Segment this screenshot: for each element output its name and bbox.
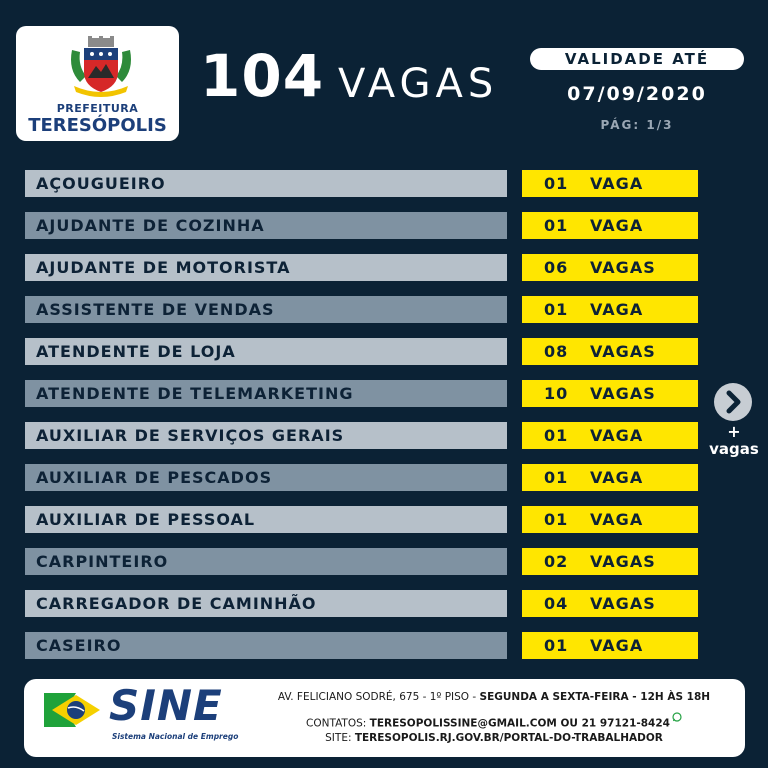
job-quantity (522, 464, 698, 491)
footer-site-link[interactable]: TERESOPOLIS.RJ.GOV.BR/PORTAL-DO-TRABALHADOR (354, 732, 663, 744)
quantity-unit: VAGAS (590, 594, 656, 613)
quantity-number: 01 (544, 300, 569, 319)
job-title: AUXILIAR DE PESCADOS (25, 464, 507, 491)
footer-hours: SEGUNDA A SEXTA-FEIRA - 12H ÀS 18H (479, 691, 711, 703)
validity-label: VALIDADE ATÉ (530, 48, 744, 70)
brazil-flag-icon (42, 687, 104, 733)
sine-logo: SINE (109, 681, 223, 730)
footer-contacts-label: CONTATOS: (306, 717, 370, 730)
job-quantity (522, 422, 698, 449)
job-quantity (522, 380, 698, 407)
quantity-unit: VAGA (590, 174, 644, 193)
quantity-number: 04 (544, 594, 569, 613)
quantity-unit: VAGA (590, 300, 644, 319)
footer-site-line (246, 732, 742, 744)
job-title: CARREGADOR DE CAMINHÃO (25, 590, 507, 617)
footer-address: AV. FELICIANO SODRÉ, 675 - 1º PISO - (277, 691, 480, 703)
job-title: ATENDENTE DE LOJA (25, 338, 507, 365)
quantity-number: 01 (544, 216, 569, 235)
quantity-unit: VAGAS (590, 384, 656, 403)
job-quantity (522, 254, 698, 281)
job-title: AUXILIAR DE SERVIÇOS GERAIS (25, 422, 507, 449)
quantity-unit: VAGA (590, 468, 644, 487)
vacancy-count-word: VAGAS (338, 61, 499, 107)
job-quantity (522, 506, 698, 533)
quantity-number: 06 (544, 258, 569, 277)
quantity-unit: VAGAS (590, 258, 656, 277)
quantity-number: 08 (544, 342, 569, 361)
job-quantity (522, 548, 698, 575)
job-quantity (522, 590, 698, 617)
job-title: AJUDANTE DE MOTORISTA (25, 254, 507, 281)
job-title: AÇOUGUEIRO (25, 170, 507, 197)
footer-contacts-line (246, 712, 742, 730)
footer-card (24, 679, 745, 757)
job-title: ASSISTENTE DE VENDAS (25, 296, 507, 323)
job-quantity (522, 170, 698, 197)
quantity-number: 01 (544, 510, 569, 529)
more-vacancies-label: vagas (709, 440, 759, 458)
validity-date: 07/09/2020 (567, 83, 707, 105)
vacancy-count: 104 (200, 42, 325, 110)
next-page-button[interactable] (714, 383, 752, 421)
quantity-number: 01 (544, 468, 569, 487)
job-title: ATENDENTE DE TELEMARKETING (25, 380, 507, 407)
quantity-unit: VAGA (590, 216, 644, 235)
job-quantity (522, 338, 698, 365)
footer-contacts[interactable]: TERESOPOLISSINE@GMAIL.COM OU 21 97121-8424 (369, 717, 670, 730)
job-title: CASEIRO (25, 632, 507, 659)
quantity-number: 01 (544, 636, 569, 655)
footer-address-line (246, 691, 742, 703)
job-title: AJUDANTE DE COZINHA (25, 212, 507, 239)
city-label: TERESÓPOLIS (28, 115, 167, 136)
chevron-right-icon (714, 383, 752, 421)
quantity-unit: VAGA (590, 510, 644, 529)
coat-of-arms-icon (66, 36, 136, 100)
job-title: AUXILIAR DE PESSOAL (25, 506, 507, 533)
whatsapp-icon (672, 712, 682, 722)
page-number: PÁG: 1/3 (600, 118, 674, 132)
quantity-number: 10 (544, 384, 569, 403)
quantity-number: 01 (544, 426, 569, 445)
footer-site-label: SITE: (325, 732, 355, 744)
prefeitura-label: PREFEITURA (56, 102, 139, 115)
quantity-unit: VAGAS (590, 552, 656, 571)
job-quantity (522, 632, 698, 659)
sine-subtitle: Sistema Nacional de Emprego (112, 732, 239, 741)
prefeitura-logo (16, 26, 179, 141)
more-plus: + (727, 422, 741, 441)
job-title: CARPINTEIRO (25, 548, 507, 575)
job-quantity (522, 212, 698, 239)
quantity-number: 01 (544, 174, 569, 193)
quantity-unit: VAGAS (590, 342, 656, 361)
quantity-unit: VAGA (590, 636, 644, 655)
quantity-number: 02 (544, 552, 569, 571)
quantity-unit: VAGA (590, 426, 644, 445)
job-quantity (522, 296, 698, 323)
